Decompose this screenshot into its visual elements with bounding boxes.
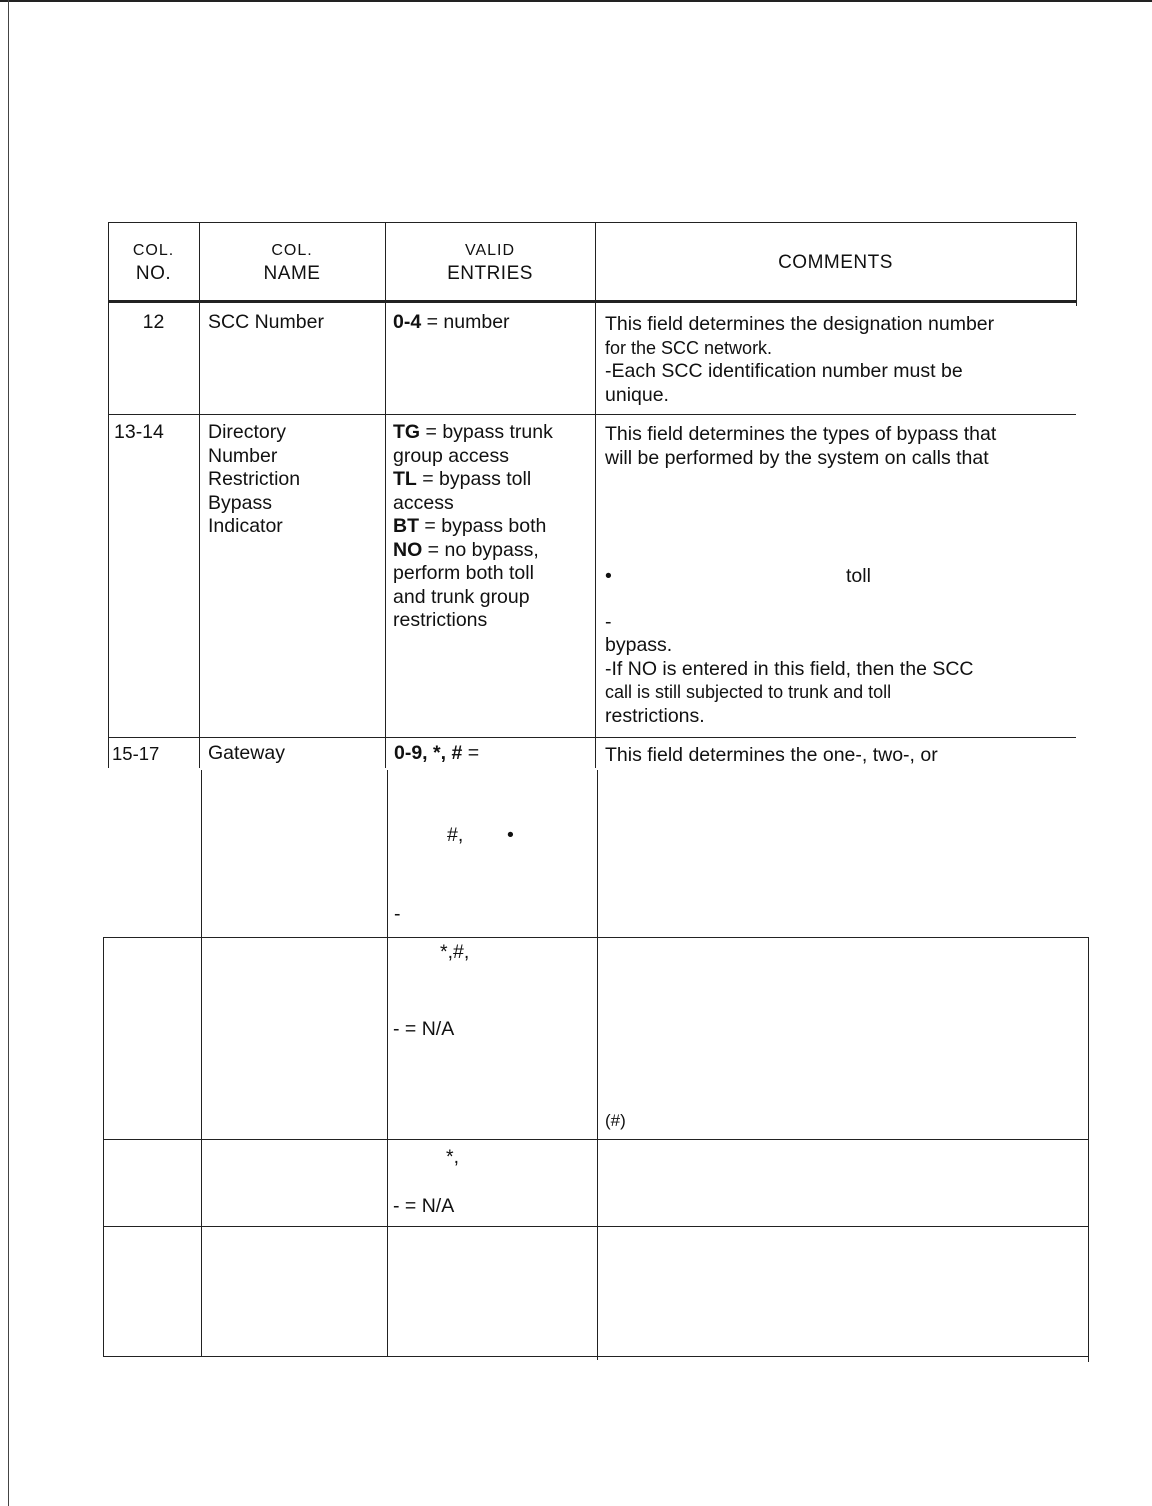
table-left-border [108, 222, 109, 768]
entry-line [393, 445, 553, 469]
header-line: VALID [464, 242, 516, 259]
column-divider [595, 222, 596, 768]
row-col-no: 15-17 [112, 743, 160, 764]
comment-line: will be performed by the system on calls that [605, 446, 989, 469]
entry-line [393, 515, 553, 539]
comment-line: -If NO is entered in this field, then the SCC [605, 657, 974, 680]
entry-line [393, 609, 553, 633]
entry-fragment: - = N/A [393, 1195, 455, 1217]
bullet-fragment: • [605, 565, 612, 587]
entry-text: = [462, 742, 480, 764]
entry-fragment: *, [446, 1146, 460, 1168]
entry-text: perform both toll [393, 562, 534, 584]
entry-code: 0-4 [393, 311, 422, 333]
name-line: Restriction [208, 468, 301, 490]
entry-text: group access [393, 444, 509, 467]
entry-line [393, 562, 553, 586]
entry-text: = bypass trunk [420, 421, 553, 443]
header-comments [595, 251, 1076, 274]
row-col-name: Gateway [208, 742, 285, 764]
entry-line [393, 468, 553, 492]
entry-code: BT [393, 515, 419, 537]
column-divider [597, 770, 598, 1360]
row-col-name [208, 421, 300, 539]
comment-line: call is still subjected to trunk and toll [605, 682, 892, 702]
entry-text: = bypass toll [416, 468, 532, 490]
entry-code: TG [393, 421, 421, 443]
row-separator [103, 1226, 1088, 1227]
entry-fragment: *,#, [440, 941, 470, 963]
comment-line: bypass. [605, 634, 673, 656]
header-valid-entries [385, 239, 595, 285]
column-divider [387, 770, 388, 1357]
comment-fragment: (#) [605, 1111, 626, 1130]
header-separator [108, 300, 1076, 303]
entry-fragment: • [507, 824, 514, 846]
entry-code: 0-9, *, # [394, 742, 463, 764]
header-col-name [199, 239, 385, 285]
row-comments: This field determines the one-, two-, or [605, 744, 938, 766]
table-right-border [1076, 222, 1077, 306]
comment-line: This field determines the designation number [605, 313, 995, 335]
header-line: COL. [271, 242, 313, 259]
row-valid-entries [394, 742, 479, 766]
header-line: NAME [263, 263, 321, 284]
comment-line: unique. [605, 383, 669, 406]
row-separator [108, 414, 1076, 415]
row-comments [605, 634, 974, 728]
comment-fragment: toll [846, 565, 871, 587]
entry-text: = no bypass, [422, 538, 539, 561]
comment-line: for the SCC network. [605, 337, 773, 358]
name-line: Directory [208, 421, 287, 443]
entry-text: access [393, 491, 454, 514]
header-line: COMMENTS [778, 252, 893, 273]
row-valid-entries [393, 311, 510, 335]
page-left-edge [8, 0, 9, 1506]
row-col-name: SCC Number [208, 311, 324, 333]
column-divider [385, 222, 386, 768]
entry-line [393, 539, 553, 563]
entry-text: = number [421, 311, 510, 333]
table-right-border [1088, 937, 1089, 1362]
row-comments [605, 423, 996, 470]
row-comments [605, 313, 994, 407]
name-line: Indicator [208, 515, 283, 537]
row-valid-entries [393, 421, 553, 633]
entry-code: TL [393, 468, 417, 490]
entry-line [393, 586, 553, 610]
column-divider [201, 770, 202, 1357]
entry-fragment: - [394, 903, 401, 925]
name-line: Bypass [208, 491, 272, 514]
entry-line [393, 421, 553, 445]
entry-line [393, 492, 553, 516]
name-line: Number [208, 444, 278, 467]
entry-code: NO [393, 538, 423, 561]
column-divider [199, 222, 200, 768]
header-line: COL. [132, 242, 175, 259]
comment-line: restrictions. [605, 704, 705, 727]
header-col-no [108, 239, 199, 285]
row-separator [108, 737, 1076, 738]
page-top-edge [0, 0, 1152, 2]
entry-text: = bypass both [419, 515, 547, 537]
header-line: NO. [135, 263, 172, 284]
entry-fragment: - = N/A [393, 1018, 455, 1040]
row-separator [103, 937, 1088, 938]
table-top-border [108, 222, 1076, 223]
row-col-no: 12 [142, 311, 165, 333]
table-left-border [103, 937, 104, 1357]
row-col-no: 13-14 [114, 421, 164, 443]
header-line: ENTRIES [447, 263, 533, 284]
comment-line: This field determines the types of bypass that [605, 423, 997, 445]
table-bottom-border [103, 1356, 1088, 1357]
row-separator [103, 1139, 1088, 1140]
entry-text: restrictions [393, 609, 488, 631]
comment-line: -Each SCC identification number must be [605, 360, 963, 382]
bullet-fragment: - [605, 611, 612, 633]
entry-text: and trunk group [393, 585, 530, 608]
entry-fragment: #, [447, 824, 464, 846]
